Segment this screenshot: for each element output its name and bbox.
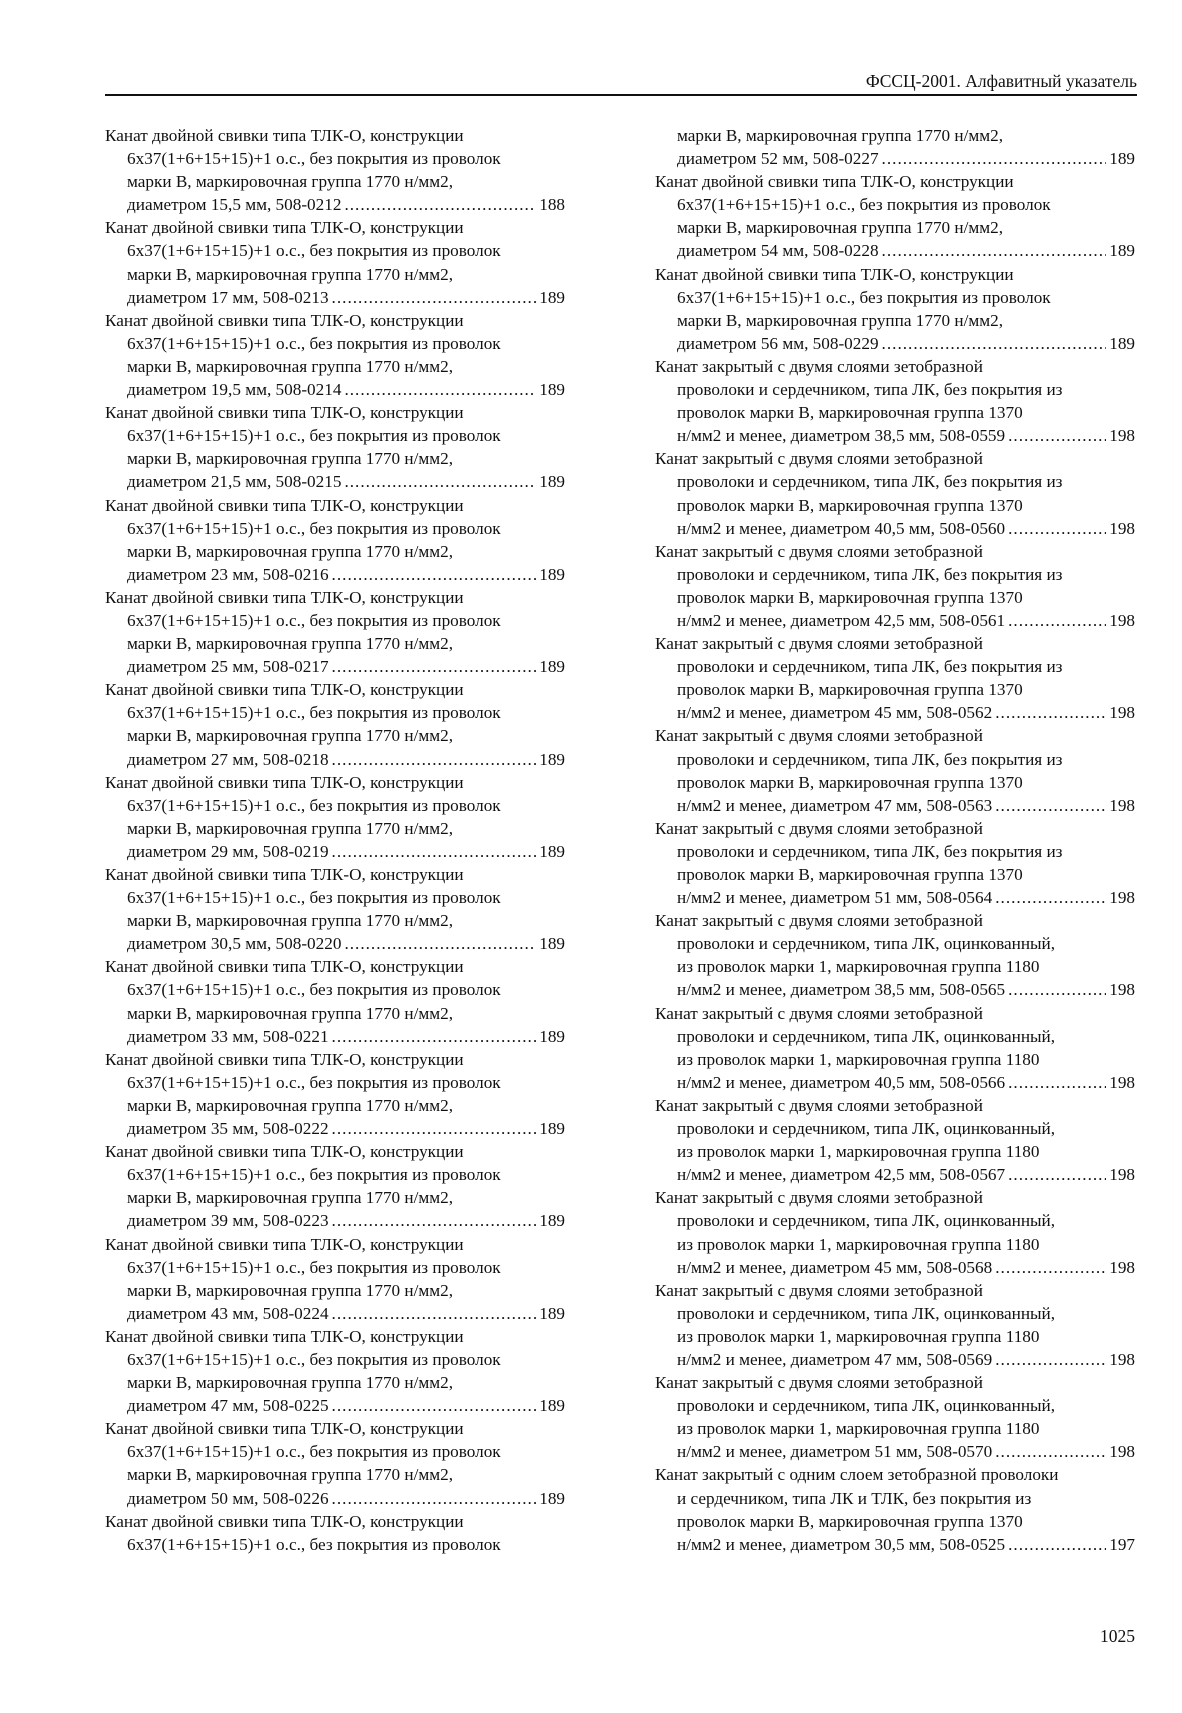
dot-leader [1008, 1071, 1106, 1094]
entry-heading-line: Канат закрытый с одним слоем зетобразной проволоки [655, 1465, 1059, 1485]
entry-heading-line: Канат двойной свивки типа ТЛК-О, конструкции [105, 126, 464, 145]
dot-leader [344, 193, 536, 216]
entry-line: марки В, маркировочная группа 1770 н/мм2, [127, 911, 454, 931]
entry-page-ref: 189 [539, 1303, 565, 1323]
entry-code-text: н/мм2 и менее, диаметром 40,5 мм, 508-0566 [677, 1072, 1006, 1092]
dot-leader [332, 655, 537, 678]
entry-page-ref: 189 [539, 564, 565, 584]
entry-line: проволок марки В, маркировочная группа 1370 [677, 680, 1023, 700]
entry-page-ref: 189 [1109, 333, 1135, 353]
entry-line: и сердечником, типа ЛК и ТЛК, без покрытия из [677, 1488, 1032, 1508]
entry-last-line [655, 978, 1135, 1001]
entry-code-text: н/мм2 и менее, диаметром 42,5 мм, 508-0567 [677, 1165, 1006, 1185]
index-entry [655, 124, 1135, 170]
entry-line: марки В, маркировочная группа 1770 н/мм2, [127, 172, 454, 192]
entry-page-ref: 189 [539, 657, 565, 677]
index-entry [655, 1371, 1135, 1463]
entry-code-text: н/мм2 и менее, диаметром 51 мм, 508-0570 [677, 1442, 993, 1462]
entry-line: марки В, маркировочная группа 1770 н/мм2, [127, 1280, 454, 1300]
entry-heading-line: Канат закрытый с двумя слоями зетобразной [655, 1188, 983, 1208]
entry-last-line [655, 147, 1135, 170]
entry-heading-line: Канат закрытый с двумя слоями зетобразной [655, 818, 983, 838]
entry-line: проволок марки В, маркировочная группа 1370 [677, 403, 1023, 423]
index-entry [105, 1510, 565, 1556]
entry-line: проволоки и сердечником, типа ЛК, оцинкованный, [677, 1026, 1056, 1046]
entry-code-text: н/мм2 и менее, диаметром 40,5 мм, 508-0560 [677, 518, 1006, 538]
entry-line: проволок марки В, маркировочная группа 1370 [677, 772, 1023, 792]
entry-heading-line: Канат двойной свивки типа ТЛК-О, конструкции [105, 1049, 464, 1069]
running-header [105, 70, 1137, 96]
entry-page-ref: 189 [539, 1396, 565, 1416]
entry-page-ref: 189 [539, 287, 565, 307]
entry-code-text: диаметром 17 мм, 508-0213 [127, 287, 329, 307]
entry-last-line [105, 1117, 565, 1140]
entry-line: 6х37(1+6+15+15)+1 о.с., без покрытия из проволок [127, 1257, 501, 1277]
index-entry [105, 586, 565, 678]
entry-heading-line: Канат двойной свивки типа ТЛК-О, конструкции [105, 403, 464, 423]
index-entry [105, 401, 565, 493]
dot-leader [882, 147, 1107, 170]
entry-line: 6х37(1+6+15+15)+1 о.с., без покрытия из проволок [127, 980, 501, 1000]
entry-code-text: диаметром 19,5 мм, 508-0214 [127, 380, 342, 400]
dot-leader [332, 286, 537, 309]
entry-heading-line: Канат закрытый с двумя слоями зетобразной [655, 449, 983, 469]
entry-code-text: диаметром 39 мм, 508-0223 [127, 1211, 329, 1231]
entry-last-line [655, 1533, 1135, 1556]
index-entry [105, 771, 565, 863]
entry-last-line [655, 609, 1135, 632]
entry-line: 6х37(1+6+15+15)+1 о.с., без покрытия из проволок [127, 241, 501, 261]
entry-last-line [105, 840, 565, 863]
entry-last-line [655, 1440, 1135, 1463]
entry-line: 6х37(1+6+15+15)+1 о.с., без покрытия из проволок [127, 703, 501, 723]
entry-line: проволоки и сердечником, типа ЛК, оцинкованный, [677, 1396, 1056, 1416]
entry-last-line [105, 286, 565, 309]
dot-leader [995, 794, 1106, 817]
dot-leader [332, 1487, 537, 1510]
entry-heading-line: Канат закрытый с двумя слоями зетобразной [655, 1280, 983, 1300]
entry-heading-line: Канат двойной свивки типа ТЛК-О, конструкции [105, 1511, 464, 1531]
dot-leader [1008, 609, 1106, 632]
entry-heading-line: Канат двойной свивки типа ТЛК-О, конструкции [105, 957, 464, 977]
index-entry [655, 447, 1135, 539]
index-entry [105, 494, 565, 586]
index-column-right [655, 124, 1135, 1556]
entry-code-text: диаметром 56 мм, 508-0229 [677, 333, 879, 353]
entry-page-ref: 189 [539, 749, 565, 769]
dot-leader [1008, 1163, 1106, 1186]
entry-heading-line: Канат двойной свивки типа ТЛК-О, конструкции [105, 495, 464, 515]
entry-line: 6х37(1+6+15+15)+1 о.с., без покрытия из проволок [677, 287, 1051, 307]
entry-line: из проволок марки 1, маркировочная группа 1180 [677, 1234, 1040, 1254]
dot-leader [995, 1440, 1106, 1463]
entry-last-line [655, 1163, 1135, 1186]
entry-page-ref: 198 [1109, 610, 1135, 630]
index-entry [105, 1417, 565, 1509]
index-entry [655, 632, 1135, 724]
entry-heading-line: Канат двойной свивки типа ТЛК-О, конструкции [105, 1142, 464, 1162]
entry-heading-line: Канат двойной свивки типа ТЛК-О, конструкции [105, 310, 464, 330]
index-column-left [105, 124, 565, 1556]
index-entry [105, 1325, 565, 1417]
entry-code-text: н/мм2 и менее, диаметром 47 мм, 508-0569 [677, 1349, 993, 1369]
index-entry [105, 863, 565, 955]
entry-last-line [655, 1071, 1135, 1094]
index-entry [655, 1002, 1135, 1094]
dot-leader [344, 932, 536, 955]
entry-line: марки В, маркировочная группа 1770 н/мм2, [127, 356, 454, 376]
entry-code-text: н/мм2 и менее, диаметром 45 мм, 508-0568 [677, 1257, 993, 1277]
entry-line: из проволок марки 1, маркировочная группа 1180 [677, 1049, 1040, 1069]
entry-line: 6х37(1+6+15+15)+1 о.с., без покрытия из проволок [677, 195, 1051, 215]
entry-line: 6х37(1+6+15+15)+1 о.с., без покрытия из проволок [127, 610, 501, 630]
entry-heading-line: Канат двойной свивки типа ТЛК-О, конструкции [105, 1419, 464, 1439]
entry-line: марки В, маркировочная группа 1770 н/мм2, [677, 310, 1004, 330]
index-entry [105, 1048, 565, 1140]
entry-page-ref: 197 [1109, 1534, 1135, 1554]
page-number: 1025 [1100, 1626, 1135, 1646]
entry-page-ref: 198 [1109, 1072, 1135, 1092]
dot-leader [882, 332, 1107, 355]
entry-heading-line: Канат закрытый с двумя слоями зетобразной [655, 1373, 983, 1393]
entry-code-text: н/мм2 и менее, диаметром 42,5 мм, 508-0561 [677, 610, 1006, 630]
entry-line: проволоки и сердечником, типа ЛК, без покрытия из [677, 749, 1063, 769]
entry-code-text: диаметром 43 мм, 508-0224 [127, 1303, 329, 1323]
entry-line: 6х37(1+6+15+15)+1 о.с., без покрытия из проволок [127, 1534, 501, 1554]
entry-line: проволоки и сердечником, типа ЛК, без покрытия из [677, 472, 1063, 492]
entry-page-ref: 189 [1109, 149, 1135, 169]
entry-code-text: диаметром 47 мм, 508-0225 [127, 1396, 329, 1416]
entry-line: марки В, маркировочная группа 1770 н/мм2, [127, 1373, 454, 1393]
header-title: ФССЦ-2001. Алфавитный указатель [865, 71, 1137, 91]
entry-code-text: диаметром 52 мм, 508-0227 [677, 149, 879, 169]
entry-line: проволок марки В, маркировочная группа 1370 [677, 865, 1023, 884]
entry-heading-line: Канат двойной свивки типа ТЛК-О, конструкции [105, 1326, 464, 1346]
entry-code-text: н/мм2 и менее, диаметром 47 мм, 508-0563 [677, 795, 993, 815]
entry-heading-line: Канат закрытый с двумя слоями зетобразной [655, 726, 983, 746]
dot-leader [332, 1209, 537, 1232]
entry-line: из проволок марки 1, маркировочная группа 1180 [677, 1326, 1040, 1346]
entry-line: 6х37(1+6+15+15)+1 о.с., без покрытия из проволок [127, 888, 501, 908]
dot-leader [332, 1394, 537, 1417]
entry-line: марки В, маркировочная группа 1770 н/мм2, [127, 1095, 454, 1115]
index-entry [655, 909, 1135, 1001]
entry-line: проволоки и сердечником, типа ЛК, без покрытия из [677, 380, 1063, 400]
index-entry [105, 1233, 565, 1325]
dot-leader [332, 1302, 537, 1325]
entry-page-ref: 189 [539, 1026, 565, 1046]
entry-last-line [655, 1348, 1135, 1371]
entry-line: марки В, маркировочная группа 1770 н/мм2, [677, 218, 1004, 238]
entry-page-ref: 198 [1109, 1257, 1135, 1277]
entry-page-ref: 198 [1109, 888, 1135, 908]
entry-last-line [655, 886, 1135, 909]
entry-last-line [105, 1025, 565, 1048]
entry-code-text: диаметром 21,5 мм, 508-0215 [127, 472, 342, 492]
entry-page-ref: 198 [1109, 980, 1135, 1000]
entry-page-ref: 198 [1109, 426, 1135, 446]
entry-last-line [105, 1487, 565, 1510]
entry-line: марки В, маркировочная группа 1770 н/мм2, [127, 634, 454, 654]
dot-leader [1008, 978, 1106, 1001]
entry-line: проволоки и сердечником, типа ЛК, без покрытия из [677, 564, 1063, 584]
index-entry [105, 124, 565, 216]
index-entry [655, 1279, 1135, 1371]
index-entry [105, 1140, 565, 1232]
entry-line: проволок марки В, маркировочная группа 1370 [677, 587, 1023, 607]
index-entry [655, 1463, 1135, 1555]
index-entry [105, 309, 565, 401]
entry-line: из проволок марки 1, маркировочная группа 1180 [677, 957, 1040, 977]
index-entry [655, 170, 1135, 262]
dot-leader [332, 748, 537, 771]
entry-last-line [105, 378, 565, 401]
index-entry [655, 263, 1135, 355]
entry-page-ref: 198 [1109, 1165, 1135, 1185]
entry-last-line [655, 794, 1135, 817]
entry-line: проволоки и сердечником, типа ЛК, оцинкованный, [677, 934, 1056, 954]
entry-last-line [655, 517, 1135, 540]
entry-heading-line: Канат закрытый с двумя слоями зетобразной [655, 634, 983, 654]
entry-line: из проволок марки 1, маркировочная группа 1180 [677, 1419, 1040, 1439]
entry-page-ref: 189 [539, 1211, 565, 1231]
entry-last-line [655, 1256, 1135, 1279]
entry-line: 6х37(1+6+15+15)+1 о.с., без покрытия из проволок [127, 333, 501, 353]
entry-heading-line: Канат двойной свивки типа ТЛК-О, конструкции [105, 680, 464, 700]
entry-heading-line: Канат закрытый с двумя слоями зетобразной [655, 1003, 983, 1023]
entry-heading-line: Канат закрытый с двумя слоями зетобразной [655, 1095, 983, 1115]
entry-page-ref: 189 [539, 1488, 565, 1508]
dot-leader [995, 1256, 1106, 1279]
entry-page-ref: 198 [1109, 518, 1135, 538]
dot-leader [332, 1117, 537, 1140]
dot-leader [1008, 424, 1106, 447]
entry-line: марки В, маркировочная группа 1770 н/мм2, [127, 1003, 454, 1023]
entry-heading-line: Канат закрытый с двумя слоями зетобразной [655, 911, 983, 931]
index-entry [655, 724, 1135, 816]
dot-leader [995, 886, 1106, 909]
entry-page-ref: 189 [539, 934, 565, 954]
entry-line: проволоки и сердечником, типа ЛК, без покрытия из [677, 841, 1063, 861]
entry-heading-line: Канат двойной свивки типа ТЛК-О, конструкции [105, 1234, 464, 1254]
entry-last-line [105, 563, 565, 586]
entry-line: марки В, маркировочная группа 1770 н/мм2, [127, 818, 454, 838]
dot-leader [1008, 1533, 1106, 1556]
index-entry [655, 1186, 1135, 1278]
entry-line: 6х37(1+6+15+15)+1 о.с., без покрытия из проволок [127, 1072, 501, 1092]
entry-line: марки В, маркировочная группа 1770 н/мм2, [127, 264, 454, 284]
entry-code-text: диаметром 29 мм, 508-0219 [127, 841, 329, 861]
entry-last-line [105, 1209, 565, 1232]
entry-code-text: диаметром 27 мм, 508-0218 [127, 749, 329, 769]
entry-heading-line: Канат двойной свивки типа ТЛК-О, конструкции [105, 865, 464, 884]
entry-line: марки В, маркировочная группа 1770 н/мм2, [127, 1188, 454, 1208]
entry-last-line [105, 655, 565, 678]
dot-leader [332, 563, 537, 586]
entry-line: марки В, маркировочная группа 1770 н/мм2, [127, 541, 454, 561]
entry-last-line [655, 332, 1135, 355]
dot-leader [995, 701, 1106, 724]
index-entry [105, 678, 565, 770]
index-entry [655, 817, 1135, 909]
entry-code-text: диаметром 30,5 мм, 508-0220 [127, 934, 342, 954]
entry-line: проволоки и сердечником, типа ЛК, оцинкованный, [677, 1303, 1056, 1323]
entry-code-text: диаметром 54 мм, 508-0228 [677, 241, 879, 261]
entry-page-ref: 198 [1109, 703, 1135, 723]
entry-line: из проволок марки 1, маркировочная группа 1180 [677, 1142, 1040, 1162]
index-entry [655, 540, 1135, 632]
entry-line: проволок марки В, маркировочная группа 1370 [677, 1511, 1023, 1531]
dot-leader [995, 1348, 1106, 1371]
entry-code-text: диаметром 35 мм, 508-0222 [127, 1119, 329, 1139]
dot-leader [1008, 517, 1106, 540]
entry-last-line [105, 193, 565, 216]
entry-line: марки В, маркировочная группа 1770 н/мм2, [127, 1465, 454, 1485]
entry-page-ref: 189 [539, 841, 565, 861]
entry-last-line [105, 1302, 565, 1325]
index-entry [105, 216, 565, 308]
entry-heading-line: Канат двойной свивки типа ТЛК-О, конструкции [105, 772, 464, 792]
entry-code-text: диаметром 33 мм, 508-0221 [127, 1026, 329, 1046]
entry-last-line [105, 932, 565, 955]
entry-page-ref: 198 [1109, 795, 1135, 815]
entry-line: проволок марки В, маркировочная группа 1370 [677, 495, 1023, 515]
entry-page-ref: 189 [1109, 241, 1135, 261]
entry-code-text: диаметром 50 мм, 508-0226 [127, 1488, 329, 1508]
dot-leader [344, 470, 536, 493]
entry-heading-line: Канат закрытый с двумя слоями зетобразной [655, 541, 983, 561]
dot-leader [332, 1025, 537, 1048]
entry-page-ref: 189 [539, 1119, 565, 1139]
entry-last-line [655, 701, 1135, 724]
entry-last-line [105, 1394, 565, 1417]
entry-code-text: н/мм2 и менее, диаметром 45 мм, 508-0562 [677, 703, 993, 723]
entry-line: 6х37(1+6+15+15)+1 о.с., без покрытия из проволок [127, 1349, 501, 1369]
entry-line: проволоки и сердечником, типа ЛК, оцинкованный, [677, 1211, 1056, 1231]
entry-code-text: диаметром 25 мм, 508-0217 [127, 657, 329, 677]
entry-code-text: диаметром 23 мм, 508-0216 [127, 564, 329, 584]
entry-heading-line: Канат двойной свивки типа ТЛК-О, конструкции [655, 264, 1014, 284]
entry-code-text: н/мм2 и менее, диаметром 30,5 мм, 508-0525 [677, 1534, 1006, 1554]
entry-code-text: н/мм2 и менее, диаметром 38,5 мм, 508-0565 [677, 980, 1006, 1000]
index-entry [655, 355, 1135, 447]
entry-code-text: н/мм2 и менее, диаметром 38,5 мм, 508-0559 [677, 426, 1006, 446]
entry-line: 6х37(1+6+15+15)+1 о.с., без покрытия из проволок [127, 1442, 501, 1462]
dot-leader [344, 378, 536, 401]
entry-line: 6х37(1+6+15+15)+1 о.с., без покрытия из проволок [127, 1165, 501, 1185]
entry-last-line [655, 424, 1135, 447]
entry-heading-line: Канат двойной свивки типа ТЛК-О, конструкции [105, 587, 464, 607]
entry-last-line [105, 748, 565, 771]
entry-line: марки В, маркировочная группа 1770 н/мм2, [677, 126, 1004, 145]
entry-line: проволоки и сердечником, типа ЛК, оцинкованный, [677, 1119, 1056, 1139]
dot-leader [332, 840, 537, 863]
index-entry [655, 1094, 1135, 1186]
entry-line: 6х37(1+6+15+15)+1 о.с., без покрытия из проволок [127, 518, 501, 538]
entry-heading-line: Канат закрытый с двумя слоями зетобразной [655, 356, 983, 376]
dot-leader [882, 239, 1107, 262]
entry-heading-line: Канат двойной свивки типа ТЛК-О, конструкции [655, 172, 1014, 192]
entry-line: 6х37(1+6+15+15)+1 о.с., без покрытия из проволок [127, 149, 501, 169]
entry-last-line [655, 239, 1135, 262]
entry-page-ref: 189 [539, 380, 565, 400]
index-entry [105, 955, 565, 1047]
entry-page-ref: 188 [539, 195, 565, 215]
entry-last-line [105, 470, 565, 493]
entry-code-text: н/мм2 и менее, диаметром 51 мм, 508-0564 [677, 888, 993, 908]
entry-line: проволоки и сердечником, типа ЛК, без покрытия из [677, 657, 1063, 677]
entry-page-ref: 198 [1109, 1442, 1135, 1462]
entry-line: 6х37(1+6+15+15)+1 о.с., без покрытия из проволок [127, 426, 501, 446]
entry-line: марки В, маркировочная группа 1770 н/мм2, [127, 726, 454, 746]
entry-heading-line: Канат двойной свивки типа ТЛК-О, конструкции [105, 218, 464, 238]
entry-page-ref: 198 [1109, 1349, 1135, 1369]
entry-line: 6х37(1+6+15+15)+1 о.с., без покрытия из проволок [127, 795, 501, 815]
entry-page-ref: 189 [539, 472, 565, 492]
entry-line: марки В, маркировочная группа 1770 н/мм2, [127, 449, 454, 469]
entry-code-text: диаметром 15,5 мм, 508-0212 [127, 195, 342, 215]
